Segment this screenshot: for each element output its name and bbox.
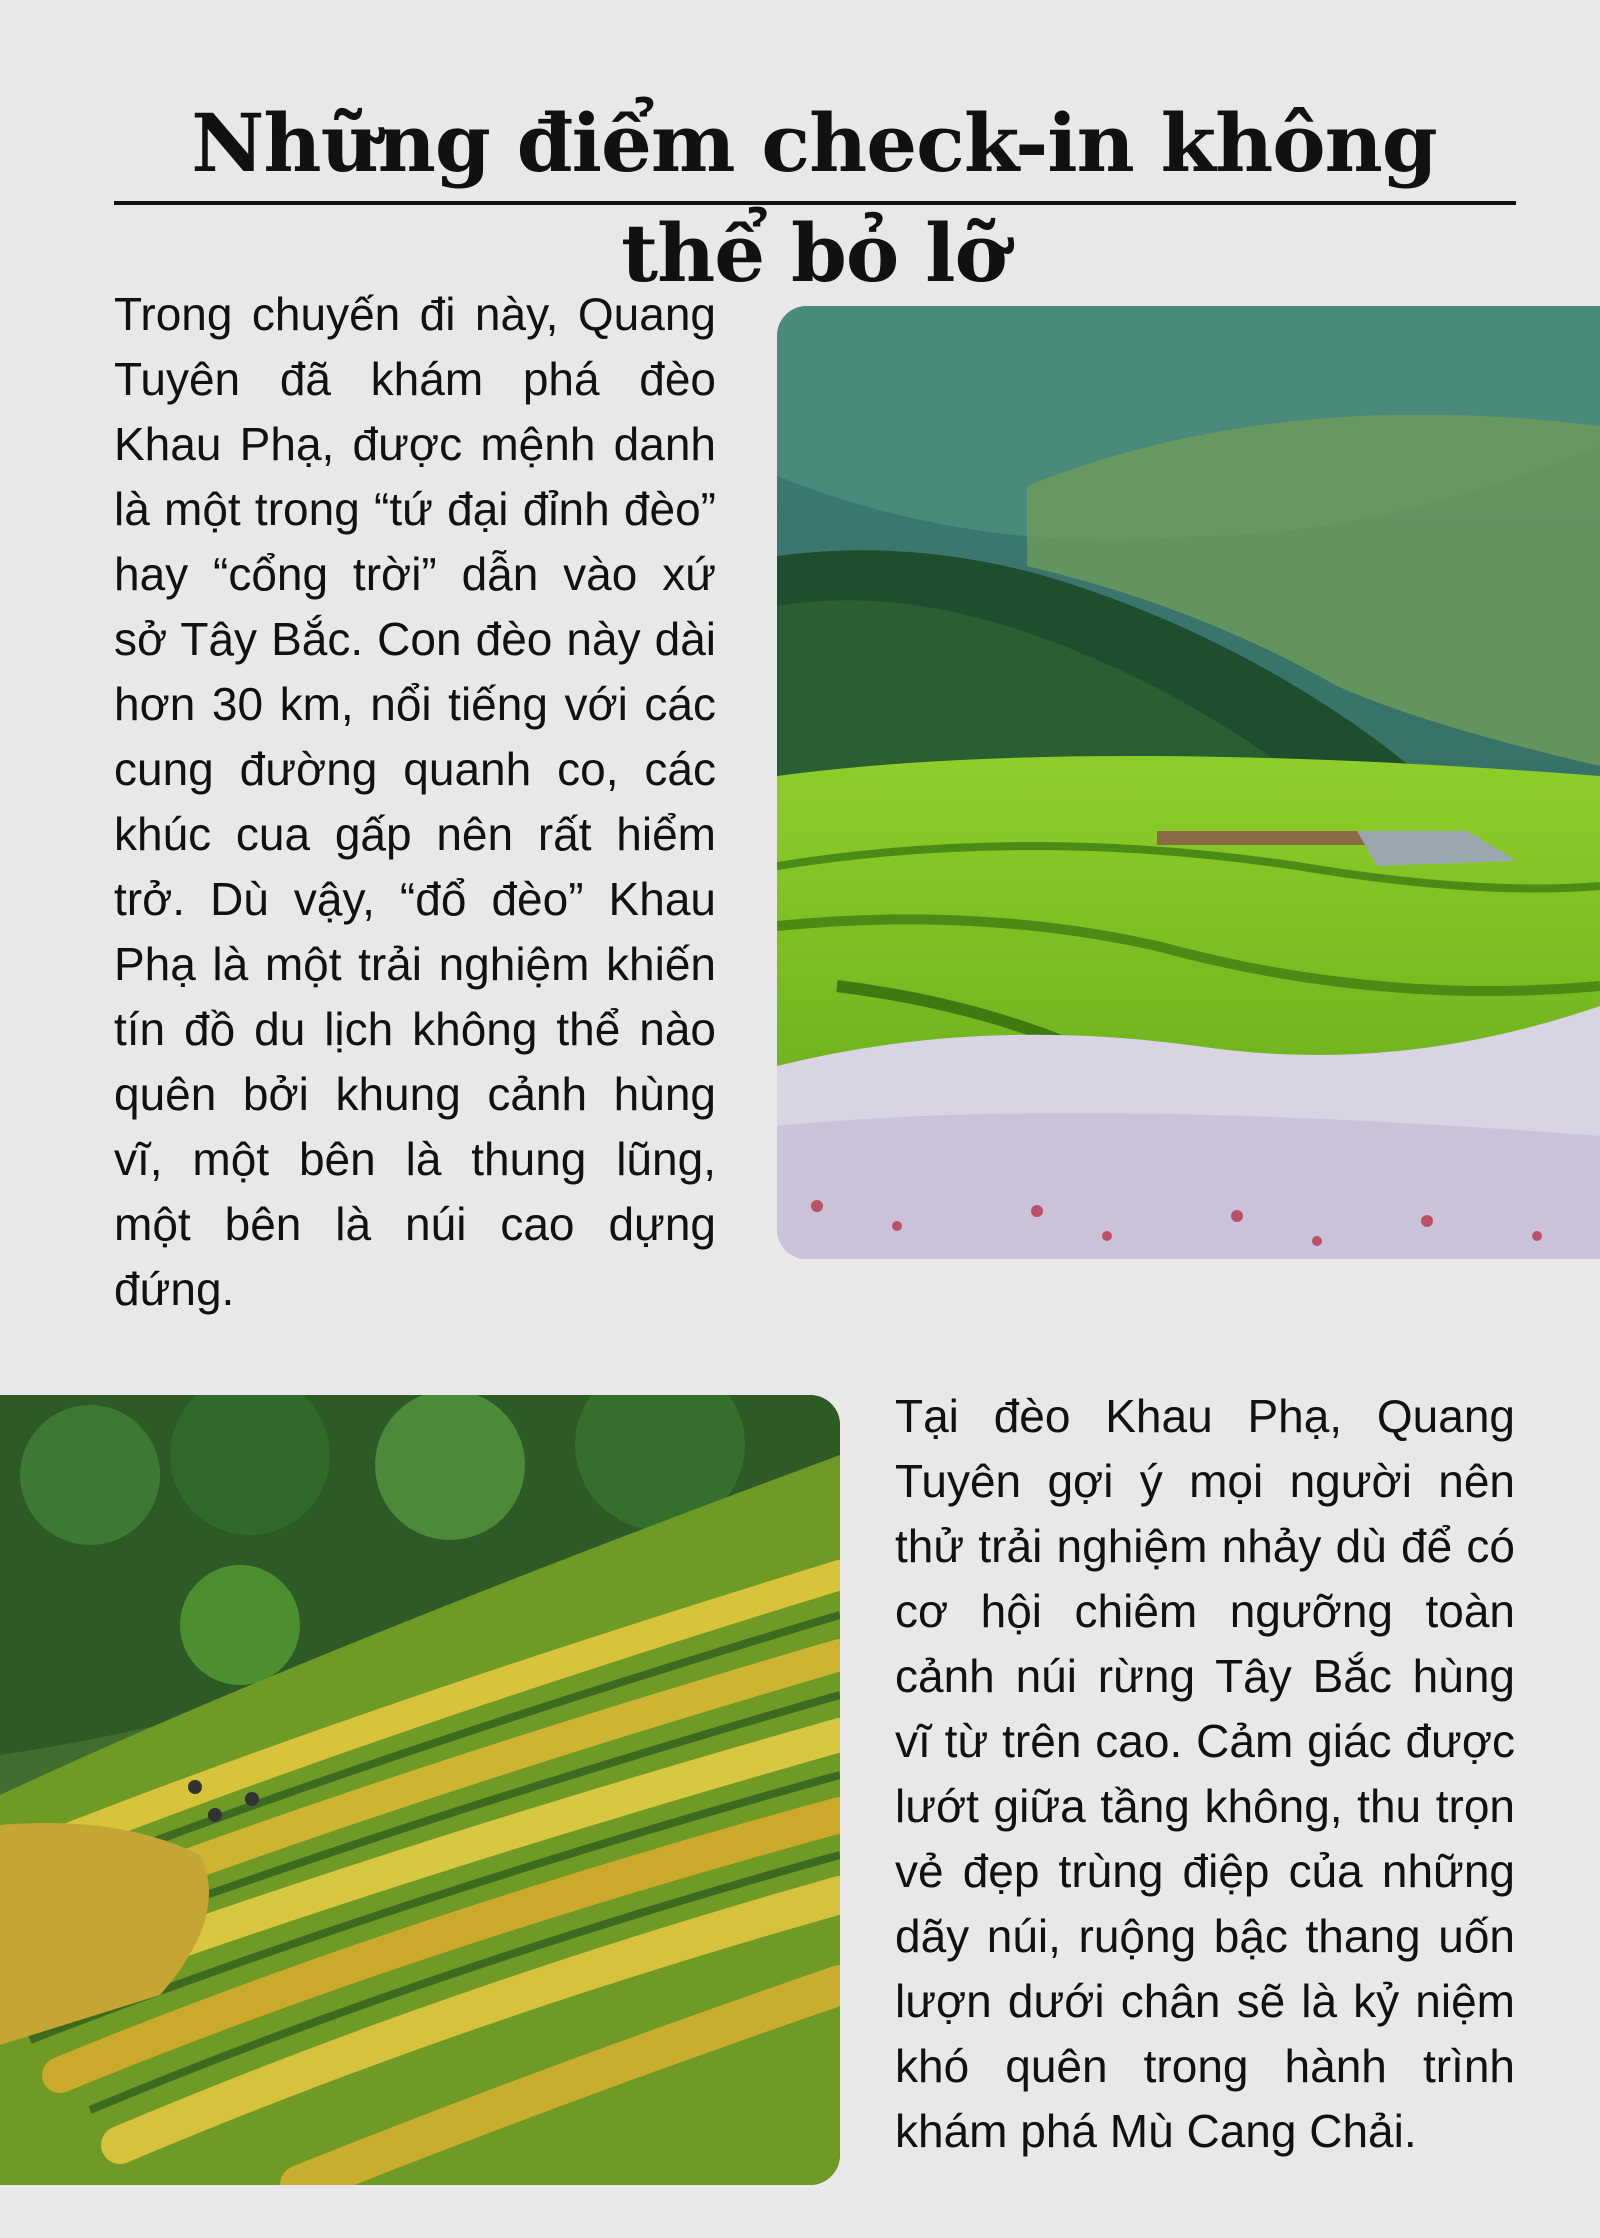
rice-terrace-flower-photo: [777, 306, 1600, 1259]
rice-terrace-flower-image: [777, 306, 1600, 1259]
golden-rice-terrace-photo: [0, 1395, 840, 2185]
golden-rice-terrace-image: [0, 1395, 840, 2185]
page-title: Những điểm check-in không thể bỏ lỡ: [191, 96, 1437, 300]
second-paragraph: Tại đèo Khau Phạ, Quang Tuyên gợi ý mọi người nên thử trải nghiệm nhảy dù để có cơ hội chiêm ngưỡng toàn cảnh núi rừng Tây Bắc hùng vĩ từ trên cao. Cảm giác được lướt giữa tầng không, thu trọn vẻ đẹp trùng điệp của những dãy núi, ruộng bậc thang uốn lượn dưới chân sẽ là kỷ niệm khó quên trong hành trình khám phá Mù Cang Chải.: [895, 1390, 1515, 2157]
title-divider: [114, 201, 1516, 205]
intro-paragraph: Trong chuyến đi này, Quang Tuyên đã khám phá đèo Khau Phạ, được mệnh danh là một trong “tứ đại đỉnh đèo” hay “cổng trời” dẫn vào xứ sở Tây Bắc. Con đèo này dài hơn 30 km, nổi tiếng với các cung đường quanh co, các khúc cua gấp nên rất hiểm trở. Dù vậy, “đổ đèo” Khau Phạ là một trải nghiệm khiến tín đồ du lịch không thể nào quên bởi khung cảnh hùng vĩ, một bên là thung lũng, một bên là núi cao dựng đứng.: [114, 288, 716, 1315]
